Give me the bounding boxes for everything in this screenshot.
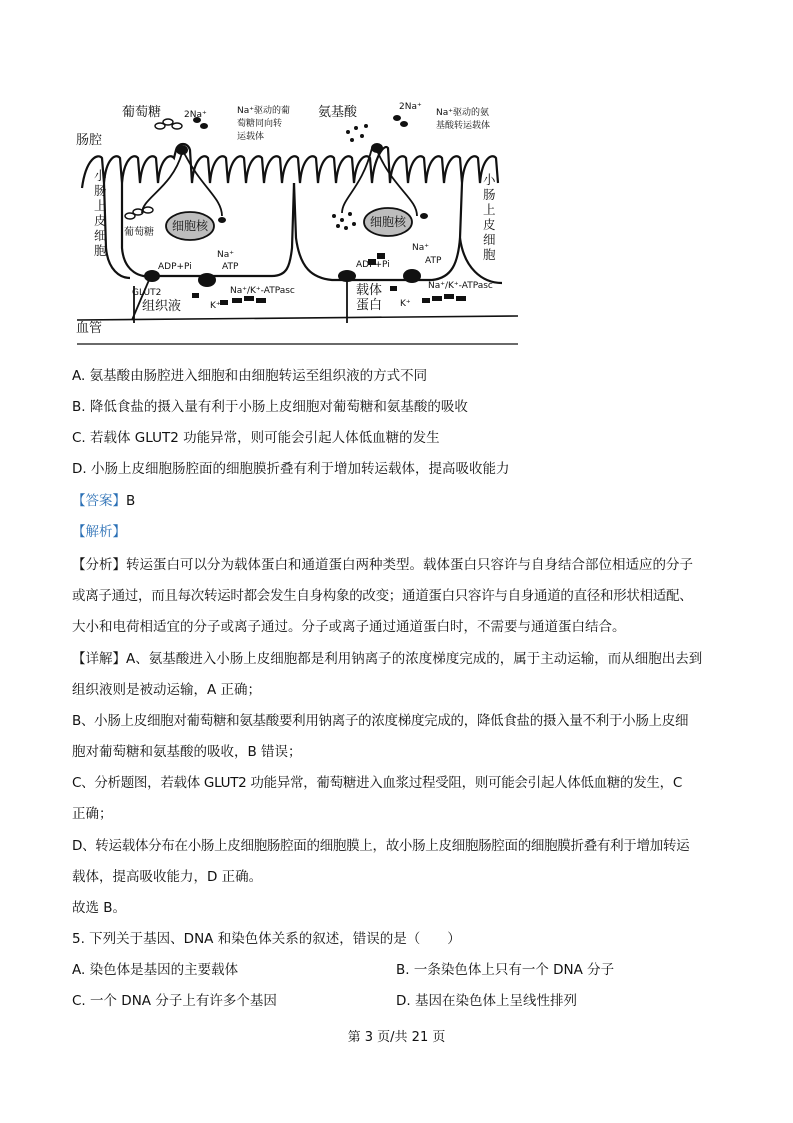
option-a: A. 氨基酸由肠腔进入细胞和由细胞转运至组织液的方式不同 (72, 368, 428, 384)
fenxi-line-1 (72, 556, 693, 574)
label-k-right: K⁺ (400, 299, 411, 309)
answer-line (72, 492, 135, 510)
question-5-option-d: D. 基因在染色体上呈线性排列 (396, 993, 577, 1009)
fenxi-tag: 【分析】 (72, 557, 126, 573)
question-5-option-a: A. 染色体是基因的主要载体 (72, 962, 239, 978)
label-adp-right: ADP+Pi (356, 260, 390, 270)
pump-right (403, 269, 421, 283)
label-carrier-protein-2: 蛋白 (356, 298, 383, 313)
explain-b-line-2: 胞对葡萄糖和氨基酸的吸收，B 错误； (72, 744, 302, 760)
label-glucose-inner: 葡萄糖 (124, 227, 154, 238)
fenxi-line-3: 大小和电荷相适宜的分子或离子通过。分子或离子通过通道蛋白时，不需要与通道蛋白结合。 (72, 619, 626, 635)
label-glut2: GLUT2 (132, 288, 162, 298)
explain-b-line-1: B、小肠上皮细胞对葡萄糖和氨基酸要利用钠离子的浓度梯度完成的，降低食盐的摄入量不利于小肠上皮细 (72, 713, 689, 729)
label-transporter-left-2: 萄糖同向转 (237, 119, 283, 129)
page-footer: 第 3 页/共 21 页 (347, 1030, 446, 1045)
label-lumen: 肠腔 (76, 133, 103, 148)
label-nucleus-right: 细胞核 (370, 215, 407, 229)
explain-d-line-2: 载体，提高吸收能力，D 正确。 (72, 869, 263, 885)
label-na2-left: 2Na⁺ (184, 110, 207, 120)
label-pump-right: Na⁺/K⁺-ATPasc (428, 281, 493, 291)
label-transporter-right-1: Na⁺驱动的氨 (436, 108, 489, 118)
label-cell-right: 小肠上皮细胞 (483, 172, 496, 262)
blood-vessel-line (77, 316, 518, 320)
pump-left (198, 273, 216, 287)
question-5-option-c: C. 一个 DNA 分子上有许多个基因 (72, 993, 277, 1009)
label-glucose-top: 葡萄糖 (122, 105, 162, 120)
label-carrier-protein-1: 载体 (356, 283, 383, 298)
fenxi-text-1: 转运蛋白可以分为载体蛋白和通道蛋白两种类型。载体蛋白只容许与自身结合部位相适应的分子 (126, 557, 693, 573)
question-5-stem: 5. 下列关于基因、DNA 和染色体关系的叙述，错误的是（ ） (72, 931, 461, 947)
explain-d-line-1: D、转运载体分布在小肠上皮细胞肠腔面的细胞膜上，故小肠上皮细胞肠腔面的细胞膜折叠有利于增加转运 (72, 838, 690, 854)
transport-diagram (72, 98, 518, 346)
label-adp-left: ADP+Pi (158, 262, 192, 272)
label-na2-right: 2Na⁺ (399, 102, 422, 112)
label-pump-left: Na⁺/K⁺-ATPasc (230, 286, 295, 296)
label-transporter-right-2: 基酸转运载体 (436, 121, 491, 131)
label-k-left: K⁺ (210, 301, 221, 311)
explain-c-line-1: C、分析题图，若载体 GLUT2 功能异常，葡萄糖进入血浆过程受阻，则可能会引起人体低血糖的发生，C (72, 775, 682, 791)
conclusion: 故选 B。 (72, 900, 127, 916)
explain-c-line-2: 正确； (72, 806, 113, 822)
xiangjie-line-1 (72, 650, 702, 668)
question-5-option-b: B. 一条染色体上只有一个 DNA 分子 (396, 962, 615, 978)
answer-tag: 【答案】 (72, 493, 126, 509)
label-transporter-left-1: Na⁺驱动的葡 (237, 106, 290, 116)
label-na-left: Na⁺ (217, 250, 234, 260)
label-amino-acid-top: 氨基酸 (318, 105, 358, 120)
label-tissue-fluid: 组织液 (142, 299, 182, 314)
xiangjie-text-1: A、氨基酸进入小肠上皮细胞都是利用钠离子的浓度梯度完成的，属于主动运输，而从细胞出去到 (126, 651, 703, 667)
carrier-right (338, 270, 356, 282)
label-atp-left: ATP (222, 262, 239, 272)
brush-border (82, 144, 498, 188)
xiangjie-tag: 【详解】 (72, 651, 126, 667)
label-transporter-left-3: 运载体 (237, 132, 265, 142)
xiangjie-line-2: 组织液则是被动运输，A 正确； (72, 682, 262, 698)
analysis-tag-line (72, 523, 126, 541)
fenxi-line-2: 或离子通过，而且每次转运时都会发生自身构象的改变；通道蛋白只容许与自身通道的直径和形状相适配、 (72, 588, 693, 604)
label-atp-right: ATP (425, 256, 442, 266)
answer-value: B (126, 493, 136, 509)
option-d: D. 小肠上皮细胞肠腔面的细胞膜折叠有利于增加转运载体，提高吸收能力 (72, 461, 510, 477)
label-na-right: Na⁺ (412, 243, 429, 253)
label-blood-vessel: 血管 (76, 321, 103, 336)
option-b: B. 降低食盐的摄入量有利于小肠上皮细胞对葡萄糖和氨基酸的吸收 (72, 399, 468, 415)
label-nucleus-left: 细胞核 (172, 219, 209, 233)
option-c: C. 若载体 GLUT2 功能异常，则可能会引起人体低血糖的发生 (72, 430, 440, 446)
label-cell-left: 小肠上皮细胞 (94, 168, 107, 258)
diagram-drawing (72, 98, 518, 346)
analysis-tag: 【解析】 (72, 524, 126, 540)
